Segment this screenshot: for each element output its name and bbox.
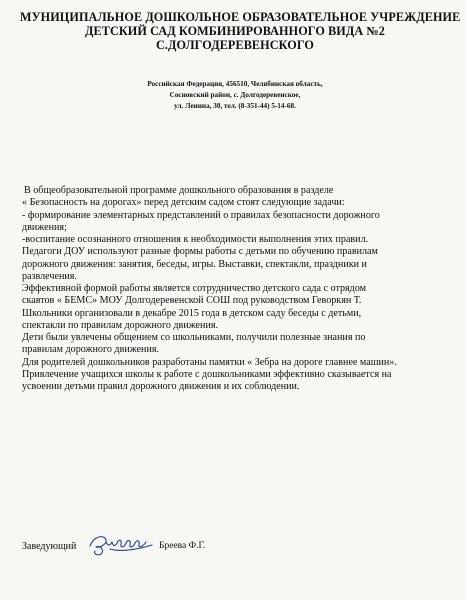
organization-header <box>20 10 461 52</box>
body-line: усвоении детьми правил дорожного движения и их соблюдении. <box>22 381 300 392</box>
body-line: скавтов « БЕМС» МОУ Долгодеревенской СОШ под руководством Геворкян Т. <box>22 295 362 307</box>
body-line: -воспитание осознанного отношения к необходимости выполнения этих правил. <box>22 234 369 245</box>
body-line: развлечения. <box>22 270 77 282</box>
body-line: Привлечение учащихся школы к работе с дошкольниками эффективно сказывается на <box>22 368 392 380</box>
signatory-name: Бреева Ф.Г. <box>159 541 206 551</box>
body-line: правилам дорожного движения. <box>22 344 160 356</box>
body-line: Эффективной формой работы является сотрудничество детского сада с отрядом <box>22 283 367 294</box>
body-line: В общеобразовательной программе дошкольного образования в разделе <box>24 185 334 196</box>
letter-body <box>22 185 454 393</box>
address-line-1: Российская Федерация, 456510, Челябинская область, <box>147 80 323 88</box>
body-line: Школьники организовали в декабре 2015 года в детском саду беседы с детьми, <box>22 307 362 319</box>
body-line: « Безопасность на дорогах» перед детским садом стоят следующие задачи: <box>22 197 345 209</box>
header-line-1: МУНИЦИПАЛЬНОЕ ДОШКОЛЬНОЕ ОБРАЗОВАТЕЛЬНОЕ УЧРЕЖДЕНИЕ <box>20 10 461 24</box>
body-line: движения; <box>22 221 67 233</box>
body-line: Дети были увлечены общением со школьниками, получили полезные знания по <box>22 332 366 343</box>
body-line: - формирование элементарных представлений о правилах безопасности дорожного <box>22 209 380 221</box>
body-line: Педагоги ДОУ используют разные формы работы с детьми по обучению правилам <box>22 246 378 258</box>
address-block <box>120 79 350 112</box>
handwritten-signature <box>86 530 158 558</box>
body-line: спектакли по правилам дорожного движения. <box>22 319 219 331</box>
body-line: Для родителей дошкольников разработаны памятки « Зебра на дороге главнее машин». <box>22 356 397 368</box>
address-line-2: Сосновский район, с. Долгодеревенское, <box>169 91 301 99</box>
address-line-3: ул. Ленина, 30, тел. (8-351-44) 5-14-68. <box>174 102 296 110</box>
position-label: Заведующий <box>22 541 77 552</box>
header-line-3: С.ДОЛГОДЕРЕВЕНСКОГО <box>156 38 314 52</box>
body-line: дорожного движения: занятия, беседы, игры. Выставки, спектакли, праздники и <box>22 258 367 270</box>
header-line-2: ДЕТСКИЙ САД КОМБИНИРОВАННОГО ВИДА №2 <box>85 24 385 38</box>
